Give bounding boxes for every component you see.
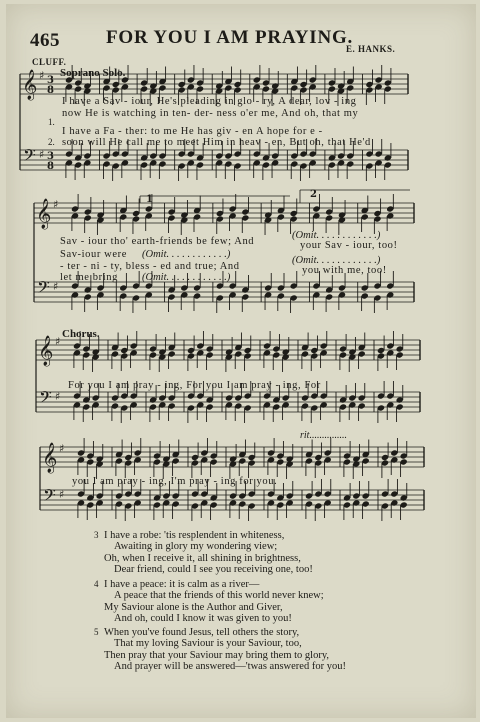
key-signature-sharp: ♯ [39,148,45,161]
lyric-line: I have a Fa - ther: to me He has giv - en A hope for e - [62,126,323,137]
verse-number-2: 2. [48,137,55,147]
stanza-line: I have a robe: 'tis resplendent in whiteness, [104,530,285,541]
omit-marking: (Omit. . . . . . . . . . . .) [292,255,381,266]
bass-clef: 𝄢 [37,277,50,301]
chorus-label: Chorus. [62,328,100,340]
bass-clef: 𝄢 [23,145,36,169]
stanza-number: 5 [94,627,99,637]
lyric-line: now He is watching in ten- der- ness o'er me, And oh, that my [62,108,359,119]
time-signature: 3 [47,75,54,86]
ritardando-marking: rit............... [300,430,347,441]
time-signature: 3 [47,151,54,162]
stanza-line: And oh, could I know it was given to you! [114,612,292,624]
time-signature: 8 [47,85,54,96]
soprano-solo-label: Soprano Solo. [60,67,126,79]
hymn-number: 465 [30,30,60,51]
stanza-4 [94,579,324,624]
lyric-line: let me bring [60,272,118,283]
stanza-line: A peace that the friends of this world never knew; [114,590,324,602]
lyric-line: soon will He call me to meet Him in heav - en, But oh, that He'd [62,137,371,148]
stanza-line: Awaiting in glory my wondering view; [114,541,278,553]
lyric-line: Sav - iour tho' earth-friends be few; And [60,236,255,247]
treble-clef: 𝄞 [22,70,38,100]
key-signature-sharp: ♯ [59,488,65,501]
stanza-line: That my loving Saviour is your Saviour, too, [114,638,302,650]
stanza-line: Then pray that your Saviour may bring them to glory, [104,649,330,661]
treble-clef: 𝄞 [42,443,58,473]
lyric-line: you with me, too! [302,265,387,276]
bass-clef: 𝄢 [43,485,56,509]
tune-name: CLUFF. [32,57,67,67]
volta-number: 2 [310,189,317,200]
key-signature-sharp: ♯ [53,280,59,293]
verse-number-1: 1. [48,117,55,127]
key-signature-sharp: ♯ [39,69,45,82]
stanza-line: I have a peace: it is calm as a river— [104,579,260,590]
stanza-number: 4 [94,579,99,589]
omit-marking: (Omit. . . . . . . . . . . .) [142,249,231,260]
stanza-line: Dear friend, could I see you receiving one, too! [114,563,313,575]
lyric-line: you I am pray - ing, I'm pray - ing for you. [72,476,278,487]
composer-name: E. HANKS. [346,44,396,54]
time-signature: 8 [47,161,54,172]
key-signature-sharp: ♯ [55,390,61,403]
lyric-line: your Sav - iour, too! [300,240,398,251]
stanza-number: 3 [94,530,99,540]
key-signature-sharp: ♯ [59,442,65,455]
key-signature-sharp: ♯ [53,198,59,211]
hymn-title: FOR YOU I AM PRAYING. [106,27,354,48]
treble-clef: 𝄞 [36,199,52,229]
stanza-line: When you've found Jesus, tell others the story, [104,627,300,638]
lyric-line: - ter - ni - ty, bless - ed and true; And [60,261,240,272]
key-signature-sharp: ♯ [55,335,61,348]
stanza-line: And prayer will be answered—'twas answered for you! [114,660,346,672]
treble-clef: 𝄞 [38,336,54,366]
lyric-line: Sav-iour were [60,249,127,260]
volta-number: 1 [146,194,153,205]
stanza-3 [94,530,313,575]
omit-marking: (Omit. . . . . . . . . . . .) [142,272,231,283]
lyric-line: I have a Sav - iour, He's pleading in glo - ry, A dear, lov - ing [62,96,357,107]
stanza-line: My Saviour alone is the Author and Giver, [104,601,283,613]
omit-marking: (Omit. . . . . . . . . . . .) [292,230,381,241]
bass-clef: 𝄢 [39,387,52,411]
stanza-line: Oh, when I receive it, all shining in brightness, [104,552,301,564]
lyric-line: For you I am pray - ing, For you I am pray - ing, For [68,380,321,391]
stanza-5 [94,627,346,672]
